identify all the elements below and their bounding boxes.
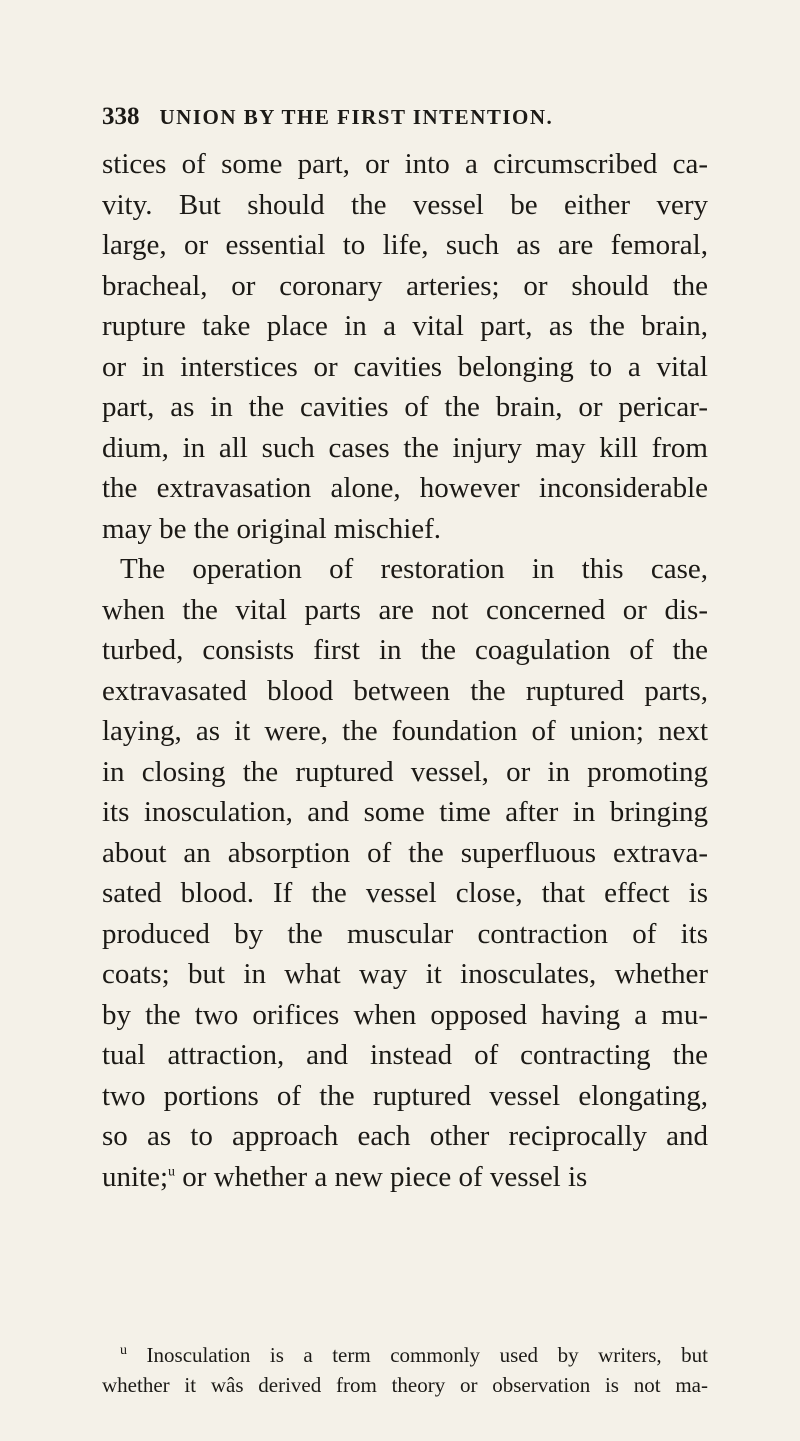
text-line: bracheal, or coronary arteries; or should the bbox=[102, 269, 708, 302]
text-line: sated blood. If the vessel close, that effect is bbox=[102, 877, 708, 909]
text-segment: unite; bbox=[102, 1160, 169, 1193]
footnote bbox=[102, 1340, 708, 1400]
text-line: turbed, consists first in the coagulation of the bbox=[102, 634, 708, 666]
text-line-with-footnote-ref bbox=[102, 1157, 708, 1198]
text-line: in closing the ruptured vessel, or in promoting bbox=[102, 755, 708, 788]
text-line: when the vital parts are not concerned or dis- bbox=[102, 593, 708, 626]
footnote-reference-marker: u bbox=[168, 1163, 176, 1179]
text-line: the extravasation alone, however inconsiderable bbox=[102, 472, 708, 504]
text-segment: or whether a new piece of vessel is bbox=[175, 1160, 588, 1193]
page-number: 338 bbox=[102, 103, 140, 130]
text-line: may be the original mischief. bbox=[102, 512, 442, 545]
text-line: coats; but in what way it inosculates, whether bbox=[102, 958, 708, 990]
text-line: two portions of the ruptured vessel elongating, bbox=[102, 1079, 708, 1112]
text-line: its inosculation, and some time after in bringing bbox=[102, 796, 708, 828]
text-line: dium, in all such cases the injury may kill from bbox=[102, 431, 708, 464]
footnote-line: whether it wâs derived from theory or observation is not ma- bbox=[102, 1373, 708, 1397]
footnote-marker: u bbox=[120, 1343, 127, 1358]
text-line: so as to approach each other reciprocally and bbox=[102, 1120, 708, 1152]
text-line: produced by the muscular contraction of its bbox=[102, 917, 708, 950]
text-line: part, as in the cavities of the brain, or pericar- bbox=[102, 391, 708, 423]
running-head bbox=[102, 103, 702, 143]
text-line: rupture take place in a vital part, as the brain, bbox=[102, 310, 708, 342]
text-line: vity. But should the vessel be either very bbox=[102, 188, 708, 221]
text-line: or in interstices or cavities belonging to a vital bbox=[102, 350, 708, 383]
text-line: large, or essential to life, such as are femoral, bbox=[102, 229, 708, 261]
text-line: by the two orifices when opposed having a mu- bbox=[102, 998, 708, 1031]
text-line: extravasated blood between the ruptured parts, bbox=[102, 674, 708, 707]
paragraph-start-line: The operation of restoration in this case, bbox=[120, 553, 708, 585]
footnote-text: Inosculation is a term commonly used by writers, but bbox=[146, 1343, 709, 1367]
text-line: tual attraction, and instead of contracting the bbox=[102, 1039, 708, 1071]
text-line: about an absorption of the superfluous extrava- bbox=[102, 836, 708, 869]
footnote-line bbox=[102, 1340, 708, 1370]
text-line: laying, as it were, the foundation of union; next bbox=[102, 715, 708, 747]
text-line: stices of some part, or into a circumscribed ca- bbox=[102, 148, 708, 180]
body-text bbox=[102, 144, 708, 1197]
running-head-title: UNION BY THE FIRST INTENTION. bbox=[159, 105, 554, 129]
